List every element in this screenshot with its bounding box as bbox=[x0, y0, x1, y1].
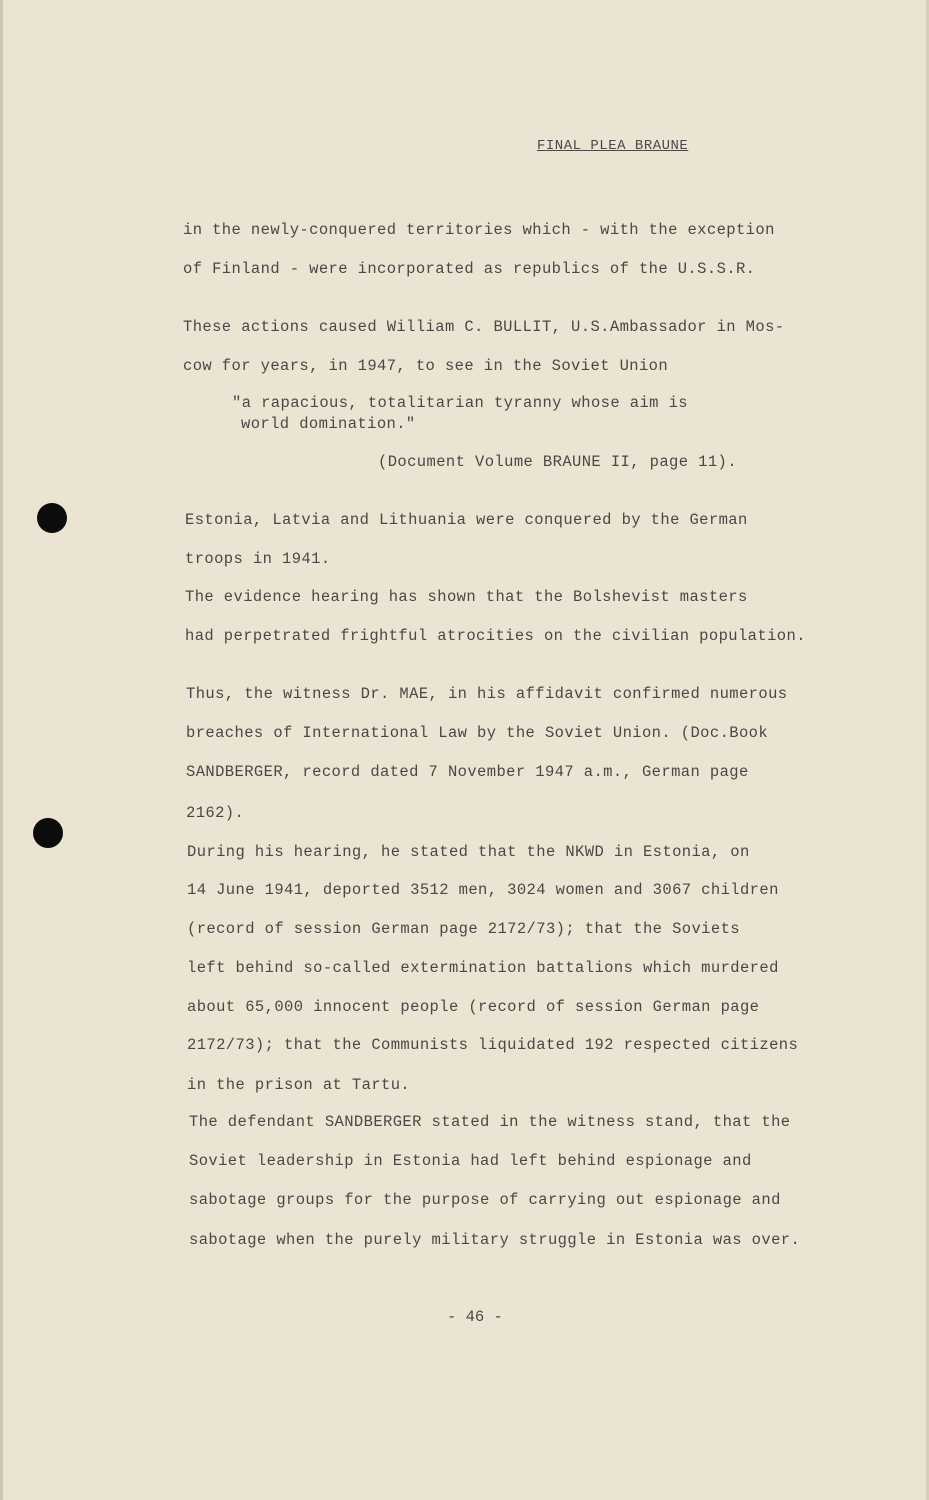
text-line: troops in 1941. bbox=[185, 550, 331, 568]
text-line: breaches of International Law by the Soviet Union. (Doc.Book bbox=[186, 724, 769, 742]
text-line: of Finland - were incorporated as republics of the U.S.S.R. bbox=[183, 260, 756, 278]
text-line: in the newly-conquered territories which - with the exception bbox=[183, 221, 775, 239]
punch-hole bbox=[33, 818, 63, 848]
punch-hole bbox=[37, 503, 67, 533]
text-line: left behind so-called extermination battalions which murdered bbox=[187, 959, 779, 977]
quote-line: "a rapacious, totalitarian tyranny whose aim is bbox=[232, 394, 688, 412]
text-line: had perpetrated frightful atrocities on the civilian population. bbox=[185, 627, 806, 645]
quote-line: world domination." bbox=[241, 415, 416, 433]
text-line: 2172/73); that the Communists liquidated 192 respected citizens bbox=[187, 1036, 799, 1054]
text-line: The defendant SANDBERGER stated in the witness stand, that the bbox=[189, 1113, 791, 1131]
text-line: cow for years, in 1947, to see in the Soviet Union bbox=[183, 357, 669, 375]
text-line: These actions caused William C. BULLIT, U.S.Ambassador in Mos- bbox=[183, 318, 785, 336]
text-line: 2162). bbox=[186, 804, 245, 822]
text-line: During his hearing, he stated that the NKWD in Estonia, on bbox=[187, 843, 750, 861]
page-number: - 46 - bbox=[447, 1308, 503, 1326]
text-line: SANDBERGER, record dated 7 November 1947 a.m., German page bbox=[186, 763, 749, 781]
text-line: about 65,000 innocent people (record of session German page bbox=[187, 998, 760, 1016]
text-line: Estonia, Latvia and Lithuania were conquered by the German bbox=[185, 511, 748, 529]
text-line: sabotage when the purely military struggle in Estonia was over. bbox=[189, 1231, 801, 1249]
text-line: (record of session German page 2172/73); that the Soviets bbox=[187, 920, 740, 938]
text-line: Thus, the witness Dr. MAE, in his affidavit confirmed numerous bbox=[186, 685, 788, 703]
text-line: sabotage groups for the purpose of carrying out espionage and bbox=[189, 1191, 781, 1209]
text-line: in the prison at Tartu. bbox=[187, 1076, 411, 1094]
text-line: 14 June 1941, deported 3512 men, 3024 women and 3067 children bbox=[187, 881, 779, 899]
text-line: The evidence hearing has shown that the Bolshevist masters bbox=[185, 588, 748, 606]
citation: (Document Volume BRAUNE II, page 11). bbox=[378, 453, 737, 471]
text-line: Soviet leadership in Estonia had left behind espionage and bbox=[189, 1152, 752, 1170]
document-header: FINAL PLEA BRAUNE bbox=[537, 138, 689, 154]
